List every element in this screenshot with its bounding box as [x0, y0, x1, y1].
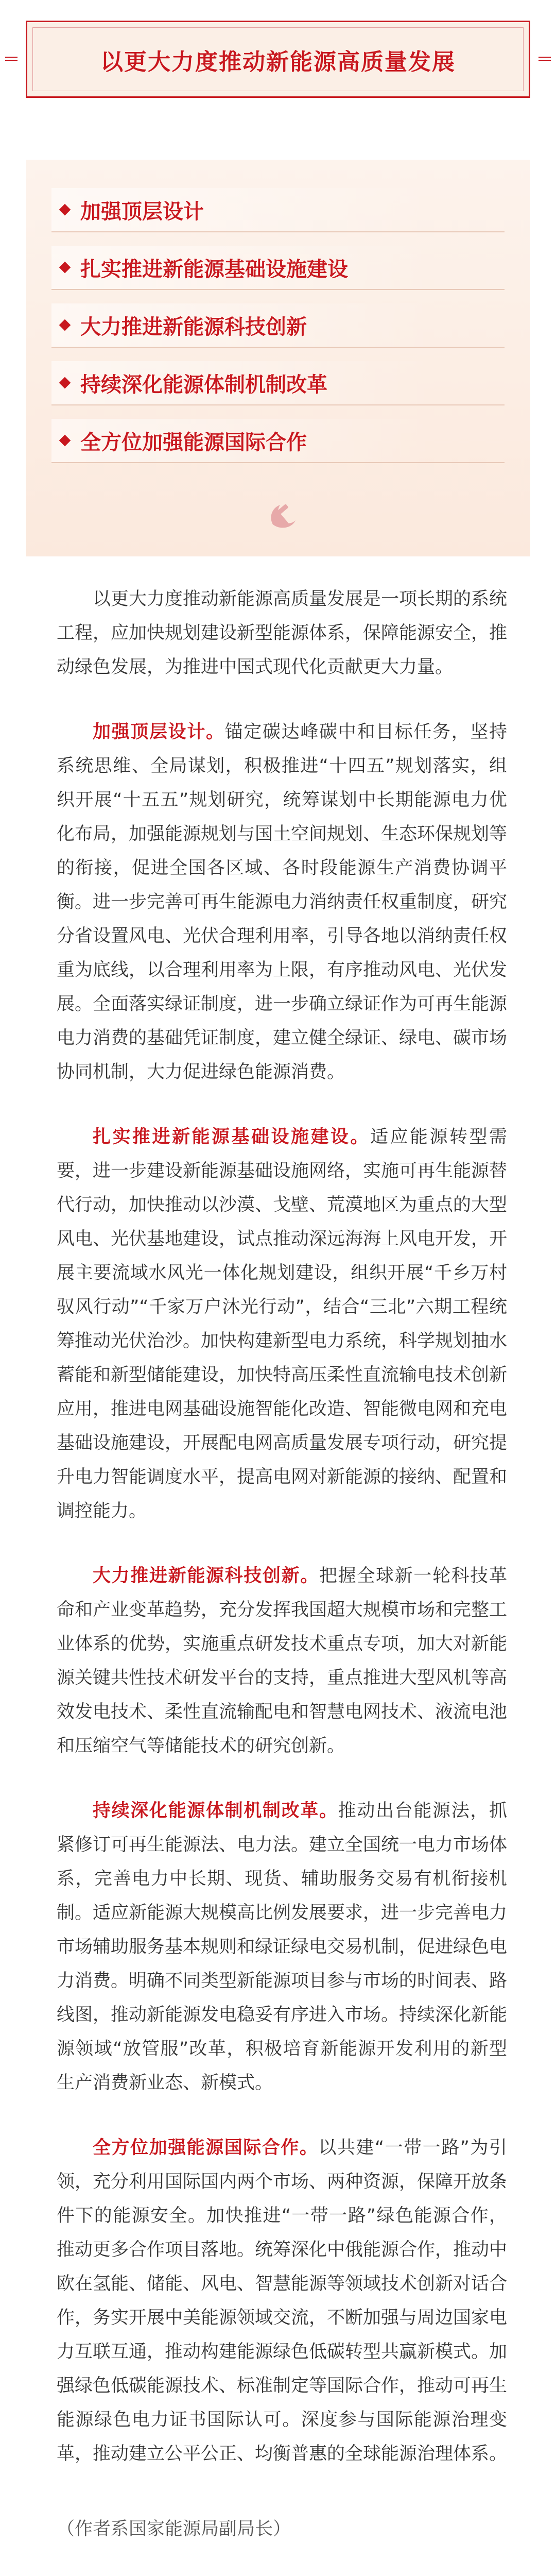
section-text: 推动出台能源法，抓紧修订可再生能源法、电力法。建立全国统一电力市场体系，完善电力中长期、现货、辅助服务交易有机衔接机制。适应新能源大规模高比例发展要求，进一步完善电力市场辅助服务基本规则和绿证绿电交易机制，促进绿色电力消费。明确不同类型新能源项目参与市场的时间表、路线图，推动新能源发电稳妥有序进入市场。持续深化新能源领域“放管服”改革，积极培育新能源开发利用的新型生产消费新业态、新模式。 [57, 1801, 508, 2093]
diamond-bullet-icon [59, 262, 71, 274]
section-paragraph [57, 2131, 507, 2471]
section-heading: 扎实推进新能源基础设施建设。 [93, 1127, 370, 1147]
section-paragraph [57, 1794, 507, 2100]
decor-lines-left [5, 57, 18, 63]
outline-item [51, 188, 505, 232]
outline-item [51, 361, 505, 405]
diamond-bullet-icon [59, 435, 71, 447]
intro-paragraph: 以更大力度推动新能源高质量发展是一项长期的系统工程，应加快规划建设新型能源体系，保障能源安全，推动绿色发展，为推进中国式现代化贡献更大力量。 [57, 589, 508, 677]
article-body [57, 582, 507, 2572]
outline-item-label: 全方位加强能源国际合作 [80, 430, 307, 454]
outline-item [51, 419, 505, 463]
section-text: 锚定碳达峰碳中和目标任务，坚持系统思维、全局谋划，积极推进“十四五”规划落实，组织开展“十五五”规划研究，统筹谋划中长期能源电力优化布局，加强能源规划与国土空间规划、生态环保规划等的衔接，促进全国各区域、各时段能源生产消费协调平衡。进一步完善可再生能源电力消纳责任权重制度，研究分省设置风电、光伏合理利用率，引导各地以消纳责任权重为底线，以合理利用率为上限，有序推动风电、光伏发展。全面落实绿证制度，进一步确立绿证作为可再生能源电力消费的基础凭证制度，建立健全绿证、绿电、碳市场协同机制，大力促进绿色能源消费。 [57, 722, 508, 1082]
section-heading: 加强顶层设计。 [93, 722, 225, 742]
outline-item-label: 加强顶层设计 [80, 199, 204, 224]
section-text: 把握全球新一轮科技革命和产业变革趋势，充分发挥我国超大规模市场和完整工业体系的优势，实施重点研发技术重点专项，加大对新能源关键共性技术研发平台的支持，重点推进大型风机等高效发电技术、柔性直流输配电和智慧电网技术、液流电池和压缩空气等储能技术的研究创新。 [57, 1566, 508, 1756]
section-text: 以共建“一带一路”为引领，充分利用国际国内两个市场、两种资源，保障开放条件下的能源安全。加快推进“一带一路”绿色能源合作，推动更多合作项目落地。统筹深化中俄能源合作，推动中欧在氢能、储能、风电、智慧能源等领域技术创新对话合作，务实开展中美能源领域交流，不断加强与周边国家电力互联互通，推动构建能源绿色低碳转型共赢新模式。加强绿色低碳能源技术、标准制定等国际合作，推动可再生能源绿色电力证书国际认可。深度参与国际能源治理变革，推动建立公平公正、均衡普惠的全球能源治理体系。 [57, 2138, 508, 2464]
section-text: 适应能源转型需要，进一步建设新能源基础设施网络，实施可再生能源替代行动，加快推动以沙漠、戈壁、荒漠地区为重点的大型风电、光伏基地建设，试点推动深远海海上风电开发，开展主要流域水风光一体化规划建设，组织开展“千乡万村驭风行动”“千家万户沐光行动”，结合“三北”六期工程统筹推动光伏治沙。加快构建新型电力系统，科学规划抽水蓄能和新型储能建设，加快特高压柔性直流输电技术创新应用，推进电网基础设施智能化改造、智能微电网和充电基础设施建设，开展配电网高质量发展专项行动，研究提升电力智能调度水平，提高电网对新能源的接纳、配置和调控能力。 [57, 1127, 508, 1521]
outline-item-label: 扎实推进新能源基础设施建设 [80, 257, 348, 281]
decor-lines-right [538, 57, 551, 63]
diamond-bullet-icon [59, 319, 71, 331]
diamond-bullet-icon [59, 377, 71, 389]
outline-item-label: 大力推进新能源科技创新 [80, 315, 307, 339]
section-paragraph [57, 1120, 507, 1528]
title-banner [26, 21, 530, 98]
outline-list [51, 188, 505, 477]
outline-item-label: 持续深化能源体制机制改革 [80, 372, 327, 397]
hammer-sickle-emblem-icon [262, 495, 303, 536]
outline-card [26, 160, 530, 556]
section-heading: 大力推进新能源科技创新。 [93, 1566, 319, 1586]
outline-item [51, 246, 505, 290]
section-heading: 全方位加强能源国际合作。 [93, 2138, 319, 2158]
section-paragraph [57, 715, 507, 1089]
author-note: （作者系国家能源局副局长） [57, 2519, 291, 2539]
diamond-bullet-icon [59, 204, 71, 216]
outline-item [51, 303, 505, 348]
section-paragraph [57, 1559, 507, 1763]
page-title: 以更大力度推动新能源高质量发展 [100, 49, 456, 75]
section-heading: 持续深化能源体制机制改革。 [93, 1801, 338, 1821]
